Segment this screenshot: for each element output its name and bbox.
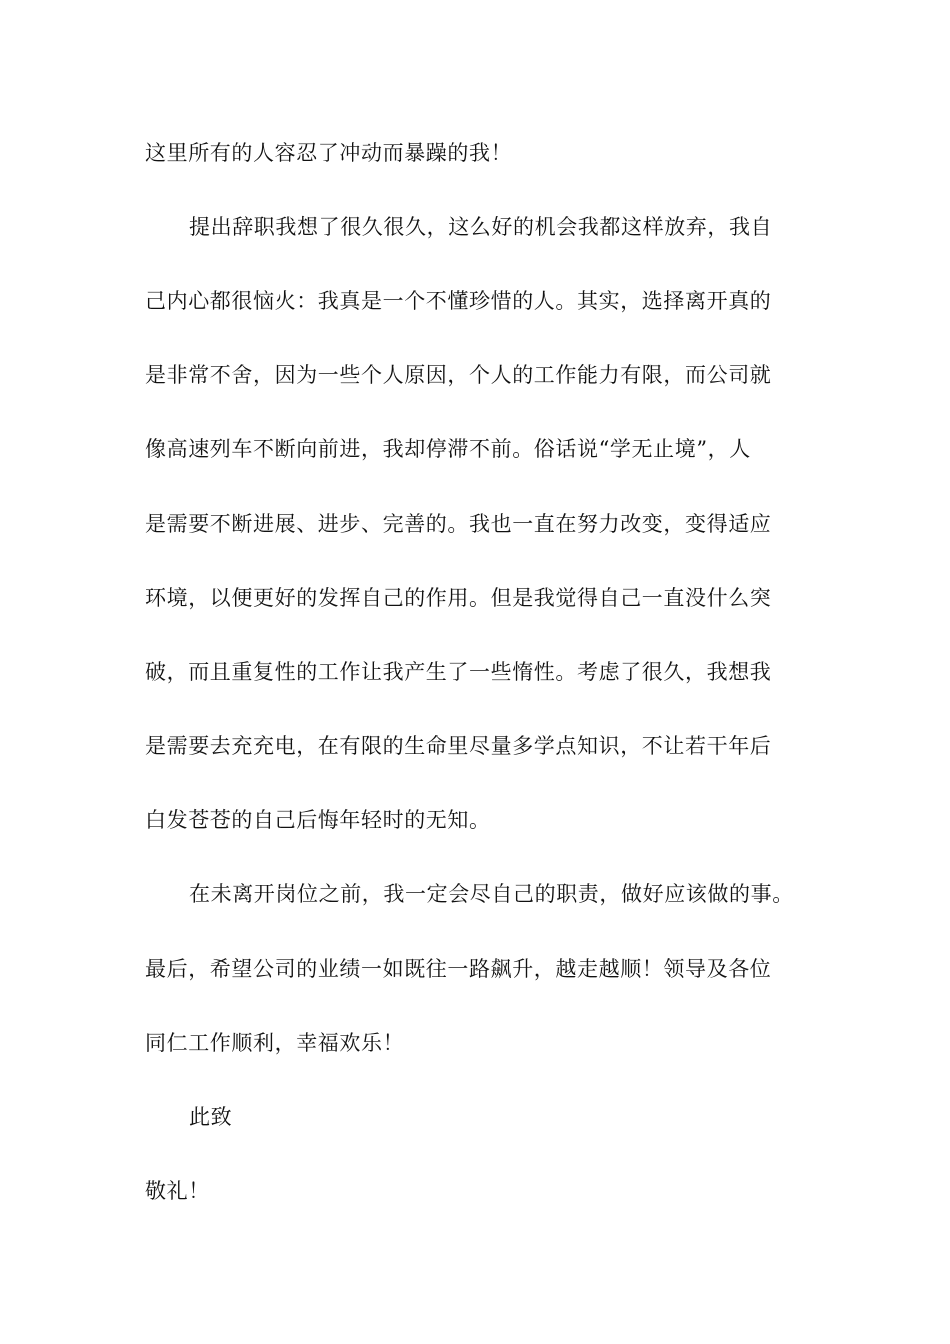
- text-line-10: 白发苍苍的自己后悔年轻时的无知。: [145, 808, 491, 832]
- text-line-5: 像高速列车不断向前进，我却停滞不前。俗话说“学无止境”，人: [145, 437, 751, 461]
- text-line-2: 提出辞职我想了很久很久，这么好的机会我都这样放弃，我自: [189, 215, 773, 239]
- text-line-12: 最后，希望公司的业绩一如既往一路飙升，越走越顺！领导及各位: [145, 957, 772, 981]
- text-line-1: 这里所有的人容忍了冲动而暴躁的我！: [145, 141, 513, 165]
- text-line-11: 在未离开岗位之前，我一定会尽自己的职责，做好应该做的事。: [189, 882, 794, 906]
- text-line-9: 是需要去充充电，在有限的生命里尽量多学点知识，不让若干年后: [145, 734, 772, 758]
- text-line-8: 破，而且重复性的工作让我产生了一些惰性。考虑了很久，我想我: [145, 660, 772, 684]
- closing-regards: 敬礼！: [145, 1179, 210, 1203]
- text-line-13: 同仁工作顺利，幸福欢乐！: [145, 1031, 405, 1055]
- text-line-3: 己内心都很恼火：我真是一个不懂珍惜的人。其实，选择离开真的: [145, 289, 772, 313]
- closing-salutation: 此致: [189, 1105, 233, 1129]
- text-line-4: 是非常不舍，因为一些个人原因，个人的工作能力有限，而公司就: [145, 363, 772, 387]
- text-line-7: 环境，以便更好的发挥自己的作用。但是我觉得自己一直没什么突: [145, 586, 772, 610]
- text-line-6: 是需要不断进展、进步、完善的。我也一直在努力改变，变得适应: [145, 512, 772, 536]
